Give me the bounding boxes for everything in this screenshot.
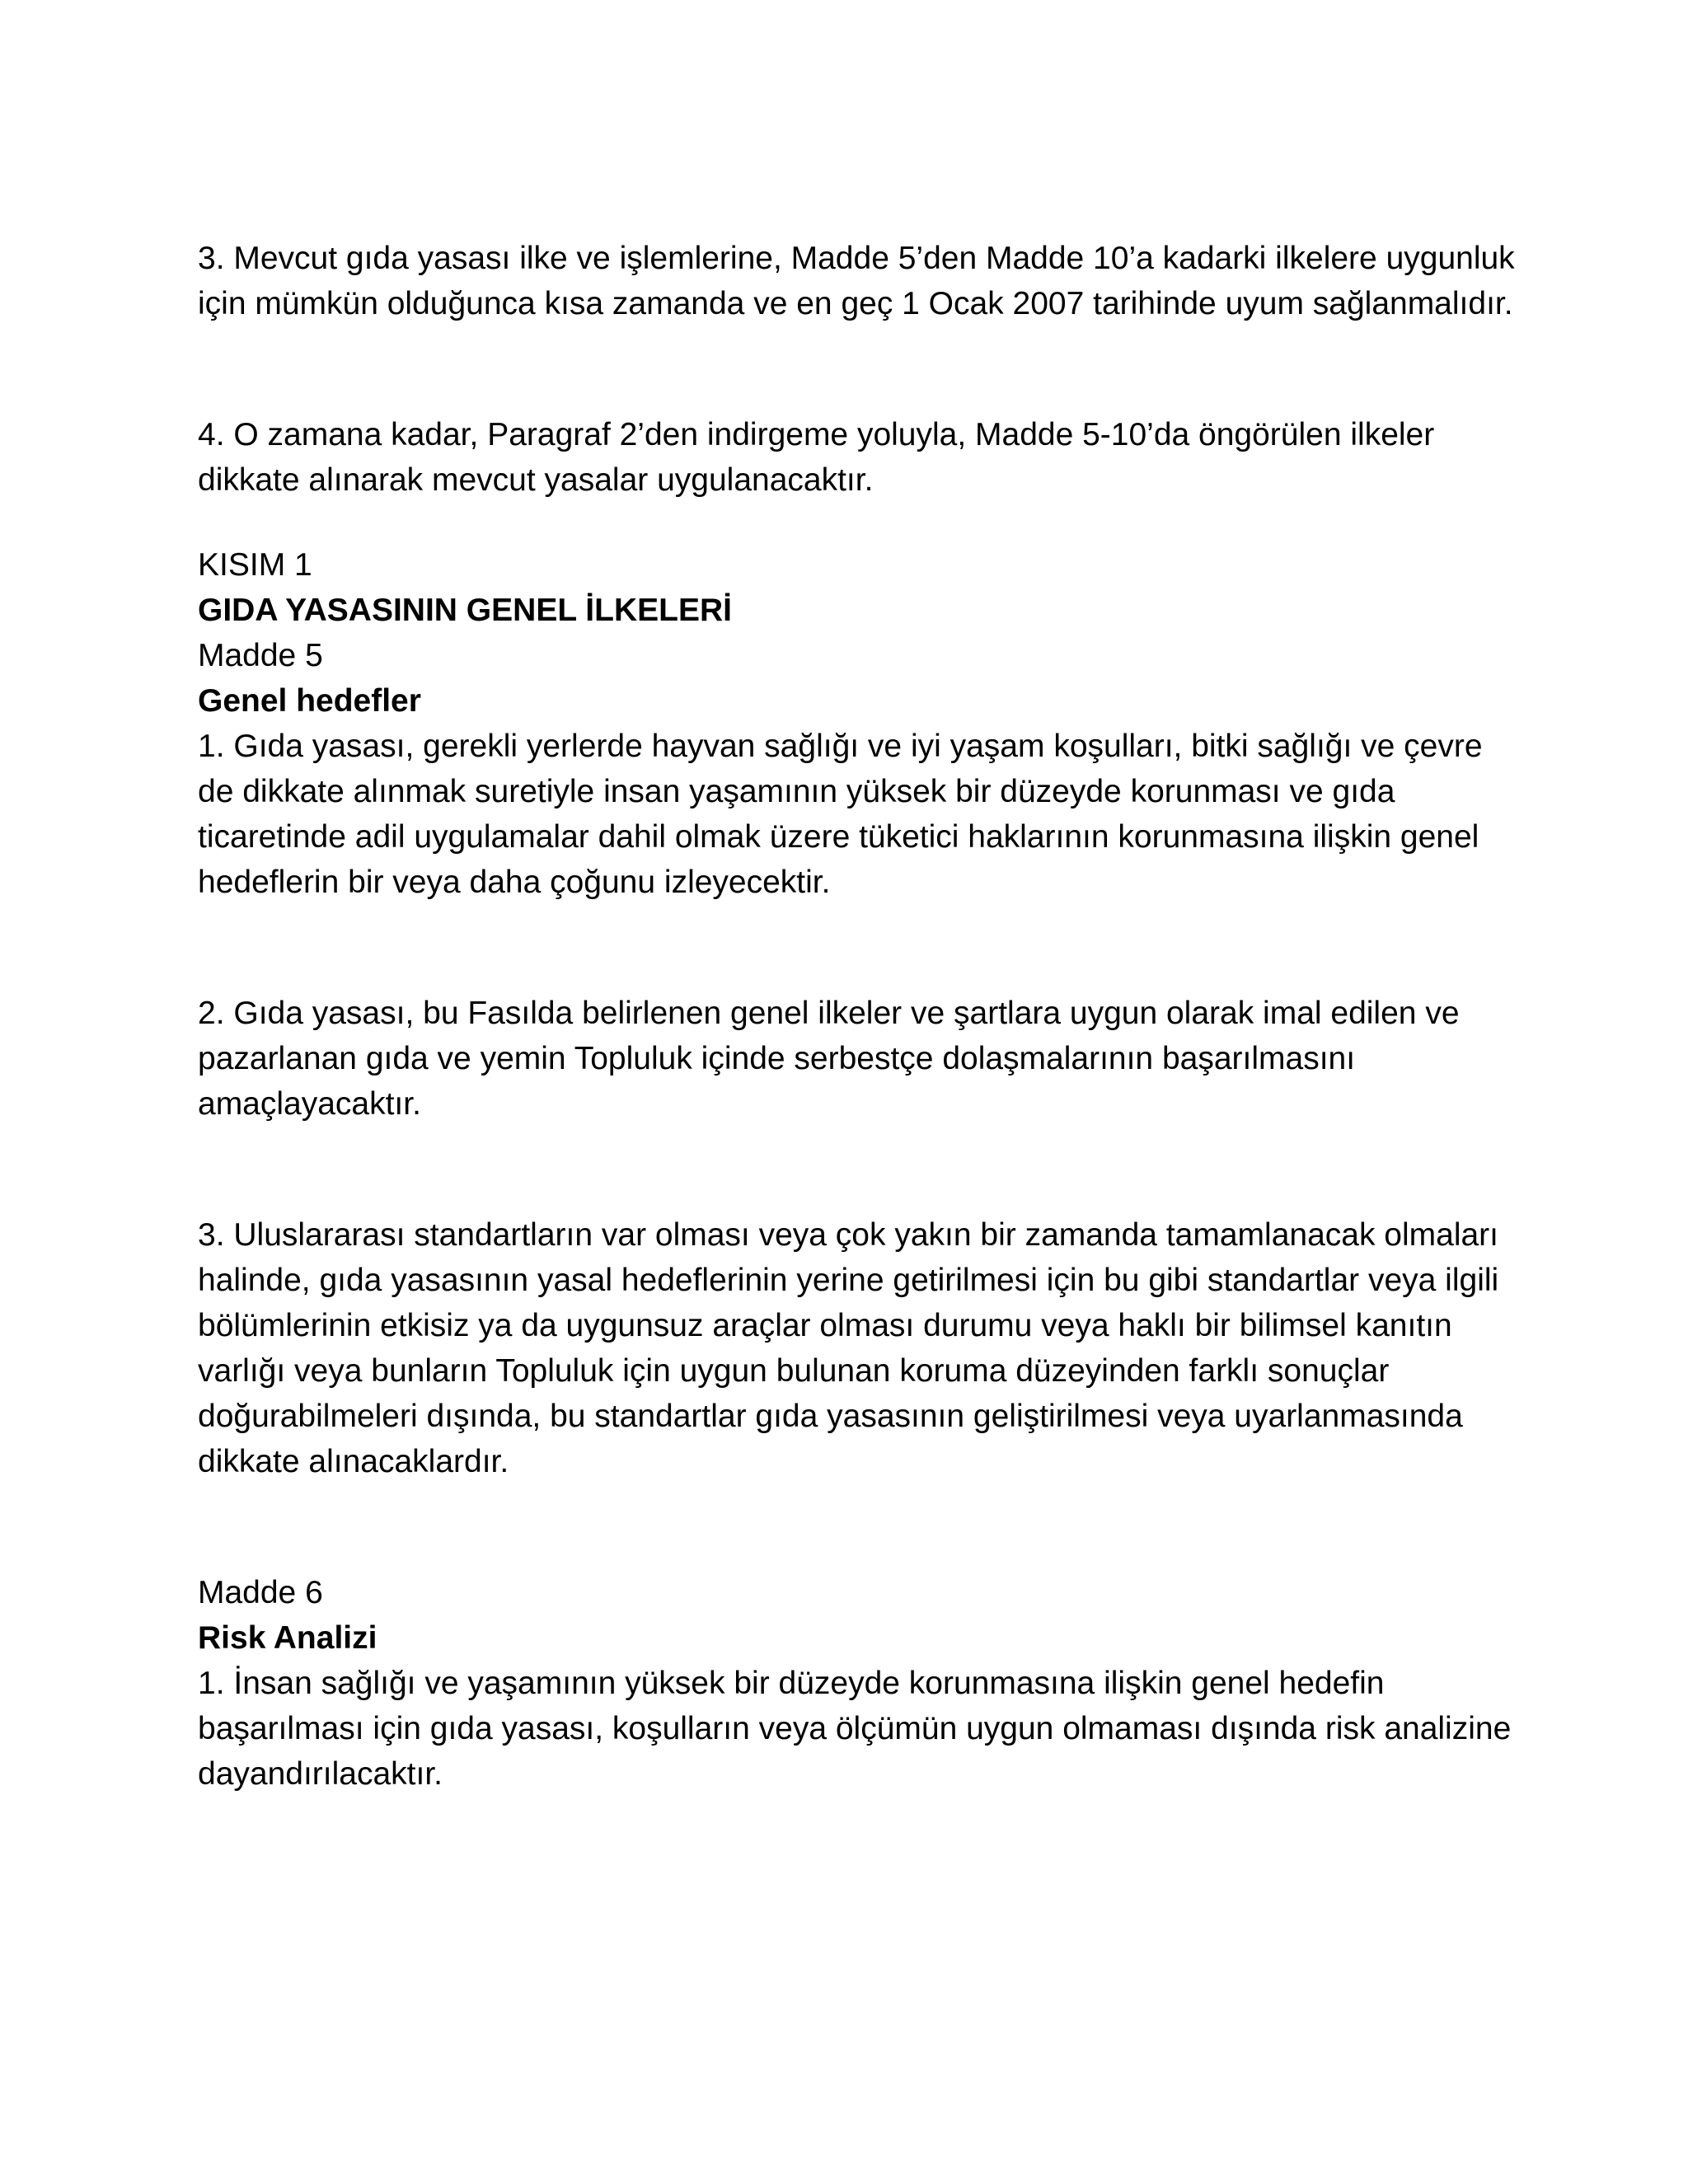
- article-6-paragraph-1: 1. İnsan sağlığı ve yaşamının yüksek bir düzeyde korunmasına ilişkin genel hedefin başarılması için gıda yasası, koşulların veya ölçümün uygun olmaması dışında risk analizine dayandırılacaktır.: [198, 1666, 1512, 1792]
- article-5-title: Genel hedefler: [198, 683, 421, 719]
- article-5-paragraph-2: 2. Gıda yasası, bu Fasılda belirlenen genel ilkeler ve şartlara uygun olarak imal edilen ve pazarlanan gıda ve yemin Topluluk içinde serbestçe dolaşmalarının başarılmasını amaçlayacaktır.: [198, 996, 1460, 1122]
- article-5-paragraph-1: 1. Gıda yasası, gerekli yerlerde hayvan sağlığı ve iyi yaşam koşulları, bitki sağlığı ve çevre de dikkate alınmak suretiyle insan yaşamının yüksek bir düzeyde korunması ve gıda ticaretinde adil uygulamalar dahil olmak üzere tüketici haklarının korunmasına ilişkin genel hedeflerin bir veya daha çoğunu izleyecektir.: [198, 729, 1483, 900]
- article-5-label: Madde 5: [198, 638, 323, 673]
- article-5-paragraph-3: 3. Uluslararası standartların var olması veya çok yakın bir zamanda tamamlanacak olmaları halinde, gıda yasasının yasal hedeflerinin yerine getirilmesi için bu gibi standartlar veya ilgili bölümlerinin etkisiz ya da uygunsuz araçlar olması durumu veya haklı bir bilimsel kanıtın varlığı veya bunların Topluluk için uygun bulunan koruma düzeyinden farklı sonuçlar doğurabilmeleri dışında, bu standartlar gıda yasasının geliştirilmesi veya uyarlanmasında dikkate alınacaklardır.: [198, 1217, 1499, 1479]
- section-label: KISIM 1: [198, 547, 312, 583]
- intro-paragraph-3: 3. Mevcut gıda yasası ilke ve işlemlerine, Madde 5’den Madde 10’a kadarki ilkelere uygunluk için mümkün olduğunca kısa zamanda ve en geç 1 Ocak 2007 tarihinde uyum sağlanmalıdır.: [198, 241, 1515, 321]
- section-title: GIDA YASASININ GENEL İLKELERİ: [198, 593, 732, 628]
- article-6-label: Madde 6: [198, 1575, 323, 1610]
- article-6-title: Risk Analizi: [198, 1620, 377, 1656]
- intro-paragraph-4: 4. O zamana kadar, Paragraf 2’den indirgeme yoluyla, Madde 5-10’da öngörülen ilkeler dikkate alınarak mevcut yasalar uygulanacaktır.: [198, 417, 1435, 498]
- document-body: [198, 236, 1517, 1797]
